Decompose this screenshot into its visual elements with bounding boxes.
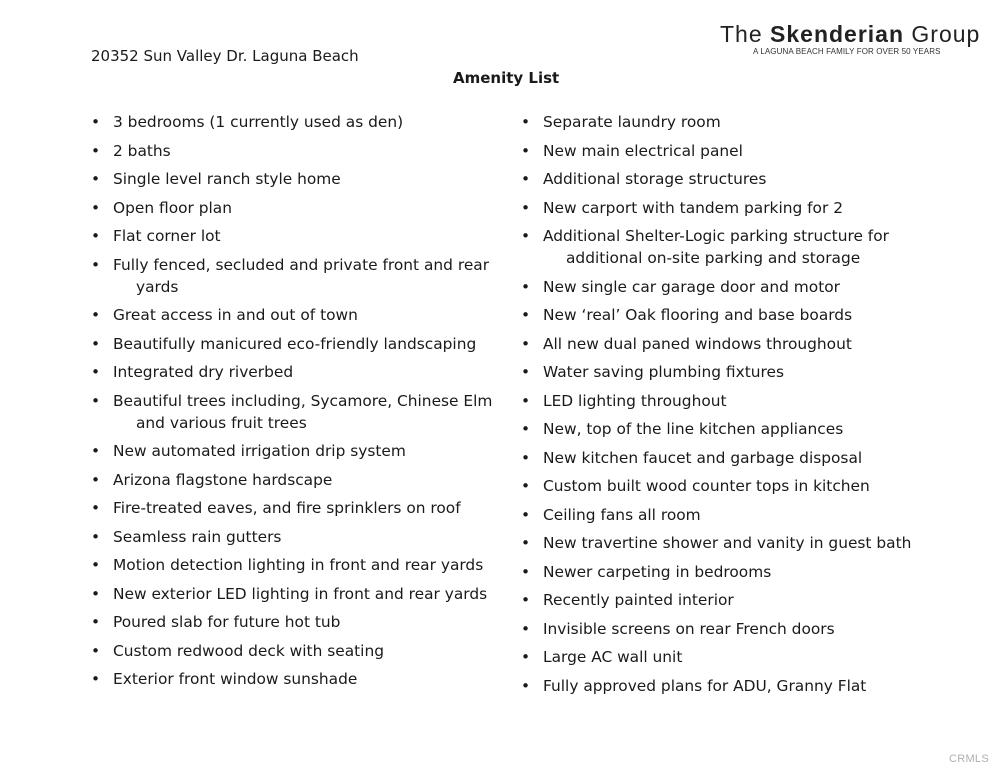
amenity-item (521, 168, 941, 190)
amenity-text: 3 bedrooms (1 currently used as den) (113, 113, 404, 131)
amenity-text-continued: additional on-site parking and storage (566, 249, 861, 267)
amenity-text-continued: and various fruit trees (136, 413, 307, 432)
amenity-text: Custom redwood deck with seating (113, 641, 384, 660)
amenity-item (521, 504, 941, 526)
amenity-item (521, 618, 941, 640)
amenity-item (91, 611, 491, 633)
amenity-item (521, 561, 941, 583)
amenity-text: New travertine shower and vanity in guest bath (543, 534, 912, 552)
amenity-text: Open floor plan (113, 198, 232, 217)
amenity-item (91, 197, 491, 219)
amenity-text: New single car garage door and motor (543, 277, 840, 296)
amenity-text: New exterior LED lighting in front and rear yards (113, 584, 488, 603)
amenity-text: Motion detection lighting in front and rear yards (113, 556, 484, 574)
amenity-item (521, 646, 941, 668)
amenity-text: Exterior front window sunshade (113, 670, 358, 688)
amenity-item (91, 640, 491, 662)
amenity-item (91, 440, 491, 462)
amenity-text: Additional Shelter-Logic parking structure for (543, 227, 889, 245)
crmls-watermark: CRMLS (948, 753, 989, 765)
amenity-text: Water saving plumbing fixtures (543, 363, 784, 381)
amenity-text: Beautiful trees including, Sycamore, Chinese Elm (113, 391, 493, 410)
amenity-list-left (91, 111, 491, 697)
amenity-text: New automated irrigation drip system (113, 442, 406, 460)
amenity-item (521, 140, 941, 162)
amenity-text: Arizona flagstone hardscape (113, 470, 333, 489)
amenity-text: 2 baths (113, 141, 171, 160)
amenity-item (91, 554, 491, 576)
amenity-item (91, 583, 491, 605)
amenity-item (91, 390, 491, 434)
amenity-item (521, 675, 941, 697)
amenity-item (91, 361, 491, 383)
company-name-prefix: The (720, 21, 771, 47)
amenity-text: Custom built wood counter tops in kitchen (543, 477, 870, 495)
amenity-text: Seamless rain gutters (113, 527, 282, 546)
amenity-item (91, 140, 491, 162)
company-tagline: A LAGUNA BEACH FAMILY FOR OVER 50 YEARS (753, 47, 941, 56)
company-name-suffix: Group (904, 21, 981, 47)
amenity-item (521, 418, 941, 440)
amenity-item (521, 333, 941, 355)
amenity-item (91, 225, 491, 247)
amenity-item (521, 304, 941, 326)
company-name (720, 20, 980, 48)
amenity-item (521, 447, 941, 469)
amenity-text: New, top of the line kitchen appliances (543, 420, 844, 438)
amenity-item (521, 475, 941, 497)
amenity-text: All new dual paned windows throughout (543, 334, 852, 353)
amenity-text: Newer carpeting in bedrooms (543, 562, 772, 581)
amenity-text: New kitchen faucet and garbage disposal (543, 448, 863, 467)
amenity-text: Fully approved plans for ADU, Granny Flat (543, 676, 867, 695)
amenity-item (521, 197, 941, 219)
amenity-item (91, 668, 491, 690)
amenity-item (91, 111, 491, 133)
company-logo (720, 20, 980, 56)
amenity-text: Flat corner lot (113, 227, 221, 245)
property-address: 20352 Sun Valley Dr. Laguna Beach (91, 47, 359, 65)
amenity-item (91, 469, 491, 491)
amenity-text: Separate laundry room (543, 113, 721, 131)
amenity-item (521, 111, 941, 133)
page-title: Amenity List (453, 69, 560, 87)
amenity-text: Fully fenced, secluded and private front and rear (113, 255, 490, 274)
amenity-text: Great access in and out of town (113, 306, 358, 324)
amenity-text: New ‘real’ Oak flooring and base boards (543, 306, 853, 324)
amenity-item (91, 497, 491, 519)
amenity-text-continued: yards (136, 277, 179, 296)
amenity-item (91, 254, 491, 298)
amenity-text: Recently painted interior (543, 591, 734, 609)
amenity-text: Integrated dry riverbed (113, 363, 294, 381)
amenity-item (521, 361, 941, 383)
amenity-item (91, 168, 491, 190)
amenity-text: Fire-treated eaves, and fire sprinklers on roof (113, 499, 461, 517)
amenity-item (521, 589, 941, 611)
amenity-item (521, 390, 941, 412)
amenity-text: Invisible screens on rear French doors (543, 619, 835, 638)
amenity-item (521, 225, 941, 269)
amenity-text: Large AC wall unit (543, 648, 683, 666)
amenity-text: Additional storage structures (543, 170, 767, 188)
amenity-item (521, 532, 941, 554)
amenity-text: Ceiling fans all room (543, 505, 701, 524)
amenity-text: New main electrical panel (543, 141, 743, 160)
company-name-bold: Skenderian (770, 21, 905, 47)
amenity-text: LED lighting throughout (543, 391, 727, 410)
amenity-list-right (521, 111, 941, 703)
amenity-item (521, 276, 941, 298)
amenity-text: Beautifully manicured eco-friendly landscaping (113, 334, 477, 353)
amenity-text: New carport with tandem parking for 2 (543, 198, 843, 217)
amenity-item (91, 526, 491, 548)
amenity-text: Poured slab for future hot tub (113, 613, 341, 631)
amenity-text: Single level ranch style home (113, 170, 341, 188)
amenity-item (91, 333, 491, 355)
amenity-item (91, 304, 491, 326)
